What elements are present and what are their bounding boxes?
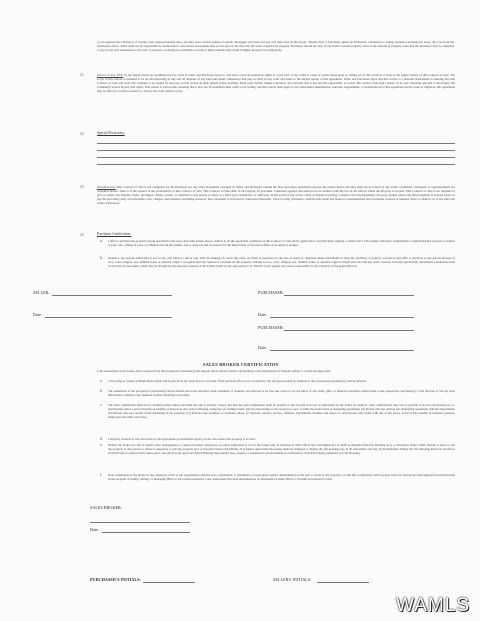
- closing-costs-paragraph: of all required title evidences of closing costs, homeownership dues, all other taxes and fee stamps on deeds, mortgages and notes and any and other fees (Collectively, "Buyers Fees"). Purchaser agrees all Promotion calculated at closing, includes purchases for notes, any fees from the transaction above. Seller shall not be responsible for homeowner's association assessments that accrue prior to the date that the seller acquired the property. Purchaser should not rely on the Seller's current property taxes as the amount of property taxes that the purchaser may be obligated to pay in any year subsequent to the year of purchase. A change in ownership or property improvements may result in higher property tax obligations.: [97, 40, 454, 53]
- seller-signature-label: SELLER:: [33, 290, 50, 295]
- section-12-number: 12.: [80, 132, 85, 136]
- special-provisions-line-1: [97, 143, 455, 144]
- broker-item-c-text: The sales commission shall not be deemed earned unless and until the sale is actually closed, and that the sales commission shall be payable to the account sold was as authorized by the Seller. In addition, sales commissions may not be payable if (1) the purchaser(s) or co-purchaser(s) select a person having an identity of interest in one of the following categories: (i) Selling broker who has knowledge or has reserved a copy of either the foreclosure or marketing agreement; (ii) Person who has entered into marketing agreement with the Department; (iii) Person who has control of the marketing of the property; (iv) Persons who promises or evaluates offers; (v) Spouses, parents, in-laws, children, stepchildren, brothers and sisters of, and persons who reside with any of the above, and (vi) The identity of interest's partners, employees and other associates.: [108, 403, 455, 420]
- cert-item-a-text: I offer to purchase the property herein described at the price and terms herein shown, subject to all the applicable conditions of this Contract of Sale and if applicable to any Purchaser signing, I certify that I will comply with these requirements. I understand that property is subject to prior sale, change of price or withdrawal from the market, and to approval and acceptance by the Department of Veterans Affairs or its agent or assigns.: [108, 239, 455, 248]
- purchaser-2-signature-line[interactable]: [284, 330, 414, 331]
- section-11-title: Waiver of Jury Trial.: [97, 73, 124, 77]
- purchaser-signature-label: PURCHASER:: [258, 290, 284, 295]
- broker-item-d-key: d.: [100, 437, 103, 441]
- purchaser-signature-line[interactable]: [284, 295, 414, 296]
- broker-item-a-text: I am acting as Trustee of Bank funds which will be placed in my Trust Escrow Account. If the purchase offer is not accepted by VA, the deposit shall be returned to the prospective purchaser(s) without interest.: [108, 379, 367, 383]
- purchaser-initials-label: PURCHASER'S INITIALS:: [90, 577, 141, 582]
- broker-date-label: Date:: [90, 527, 100, 532]
- broker-item-f-text: Non-compliance by the broker or any employee of his or her organization with the laws, regulations, or agreement, or appropriate agency determination in the sale or rental of any property, or with this certification will be proper basis for barring the undersigned from participation in the program of selling, renting, or managing HUD or VA owned properties. I also understand that such determination of debarment by either HUD or VA shall be honored by both.: [108, 473, 455, 482]
- purchaser-certification-title: Purchaser Certification:: [97, 232, 132, 236]
- seller-signature-line[interactable]: [52, 295, 172, 296]
- seller-initials-line[interactable]: [317, 582, 369, 583]
- section-11-body: [97, 73, 455, 125]
- special-provisions-title: Special Provisions:: [97, 131, 125, 135]
- seller-date-label: Date:: [33, 312, 43, 317]
- broker-item-e-text: Neither the broker nor any of his/her sales, management, or rental personnel, employees, or others authorized to act for the broker will, in violation of Title VIII of the Civil Rights Act of 1968 as amended (The Fair Housing Act), or Executive Order 11063, decline to show or sell the property to any person or refuse to negotiate or sell any property now or hereafter listed with him/her. It is further agreed that the broker shall be obligated to display the fair housing logo in all advertising and any, (ii) Prominently display the Fair Housing Poster in all offices in which sale or rental activity takes place, and (iii) Use the approved Equal Housing Opportunity logo, slogan, or statement in all advertising in conformance with Advertising guidelines for Fair Housing.: [108, 443, 455, 456]
- sales-broker-label: SALES BROKER:: [90, 505, 122, 510]
- purchaser-date-label: Date:: [258, 312, 268, 317]
- sales-broker-signature-line[interactable]: [90, 522, 190, 523]
- broker-date-line[interactable]: [102, 532, 190, 533]
- purchaser-2-signature-label: PURCHASER:: [258, 325, 284, 330]
- broker-item-a-key: a.: [100, 379, 103, 383]
- broker-item-e-key: e.: [100, 443, 103, 447]
- broker-item-f-key: f.: [100, 473, 103, 477]
- section-13-body: [97, 185, 455, 229]
- special-provisions-line-4: [97, 164, 455, 165]
- broker-item-d-text: I am fully licensed to sell real estate by the appropriate governmental agency in the state where this property is located.: [108, 437, 256, 441]
- broker-item-b-key: b.: [100, 389, 103, 393]
- purchaser-2-date-line[interactable]: [270, 350, 414, 351]
- section-11-number: 11.: [80, 73, 85, 77]
- section-11-text: To the fullest extent not prohibited by law, each of Seller and Purchaser agree to, and does, waive its respective rights to a jury trial of any claim or cause of action based upon or arising out of this Contract of Sale or the subject matter of this Contract of Sale. The scope of this waiver is intended to be all encompassing of any and all disputes of any kind and nature whatsoever that may be filed in any court and relate to the subject matter of this agreement. Seller and Purchaser agree that this waiver is a material inducement to entering into this Contract of Sale and each will continue to be bound by and rely on this waiver in their related future dealings. Each party further further represents and warrants that it has had the opportunity to review this waiver with legal counsel of its own choosing and that it knowingly and voluntarily waives its jury trial rights. This waiver is irrevocable, meaning that it may not be modified either orally or in writing, and this waiver shall apply to any subsequent amendments, renewals, supplements, or modifications to this agreement. In the event of litigation, this agreement may be filed as a written consent to a trial by the court without a jury.: [97, 73, 455, 94]
- section-13-text: This Contract of Sale is not assignable by the Purchaser nor any other documents executed by Seller and Purchaser contain the final and entire agreement between the parties hereto and they shall not be bound by any terms, conditions, statements or representations not contained herein. Time is of the essence in the performance of this Contract of Sale. This Contract of Sale shall, in all respects, be governed, construed, applied, and enforced in accordance with the law of the state in which the Property is located. This Contract of Sale is not intended to give or confer any benefits, rights, privileges, claims, actions, or remedies to any person or entity as a third party beneficiary or otherwise. In the event of any action, claim or dispute involving a dispute over this agreement, the party against whom any final judgment is entered agrees to pay the prevailing party all reasonable costs, charges, and expenses, including attorneys' fees, expended or incurred in connection therewith. Upon Closing, Purchaser confirms that Seller has made no representations and warranties, express or implied, direct or indirect or of any kind and nature whatsoever.: [97, 185, 455, 206]
- section-13-title: Miscellaneous:: [97, 185, 116, 189]
- broker-item-b-text: The statements of the prospective purchaser(s) shown herein and in the attached credit statement, if required, are believed to be true and correct. I do not know of any loans, gifts, or financial assistance being made to the prospective purchaser(s). I will disclose to VA any such information coming to my attention if seller financing is involved.: [108, 389, 455, 398]
- seller-initials-label: SELLER'S INITIALS:: [273, 577, 312, 582]
- special-provisions-line-3: [97, 157, 455, 158]
- broker-intro: I, the undersigned sales broker, have received from the prospective purchaser(s) the deposit shown herein which I am holding for the Department of Veterans Affairs. I certify and agree that:: [97, 369, 332, 373]
- special-provisions-line-2: [97, 150, 455, 151]
- cert-item-a-key: a.: [100, 239, 103, 243]
- purchaser-date-line[interactable]: [270, 317, 414, 318]
- broker-certification-heading: SALES BROKER CERTIFICATION: [203, 362, 279, 367]
- wamls-watermark: WAMLS: [396, 595, 470, 616]
- section-14-number: 14.: [80, 233, 85, 237]
- seller-date-line[interactable]: [45, 317, 172, 318]
- cert-item-b-text: Neither I, nor anyone authorized to act for me, will refuse to sell or rent, after the making of a bona fide offer, or refuse to negotiate for the sale or rental of, otherwise make unavailable or deny the dwelling or property covered by this offer to purchase to any person because of race, color, religion, sex, familial status or national origin. I recognize that any restrictive covenant on this property relating to race, color, religion, sex, familial status, or national origin is illegal and void and any such covenant is hereby specifically disclaimed. I understand that civil action for preventive relief may be brought by the Attorney General of the United States in any appropriate U.S. District Court against any person responsible for the violation of the applicable law.: [108, 256, 455, 269]
- broker-item-c-key: c.: [100, 403, 103, 407]
- cert-item-b-key: b.: [100, 256, 103, 260]
- purchaser-2-date-label: Date:: [258, 345, 268, 350]
- section-13-number: 13.: [80, 185, 85, 189]
- purchaser-initials-line[interactable]: [143, 582, 195, 583]
